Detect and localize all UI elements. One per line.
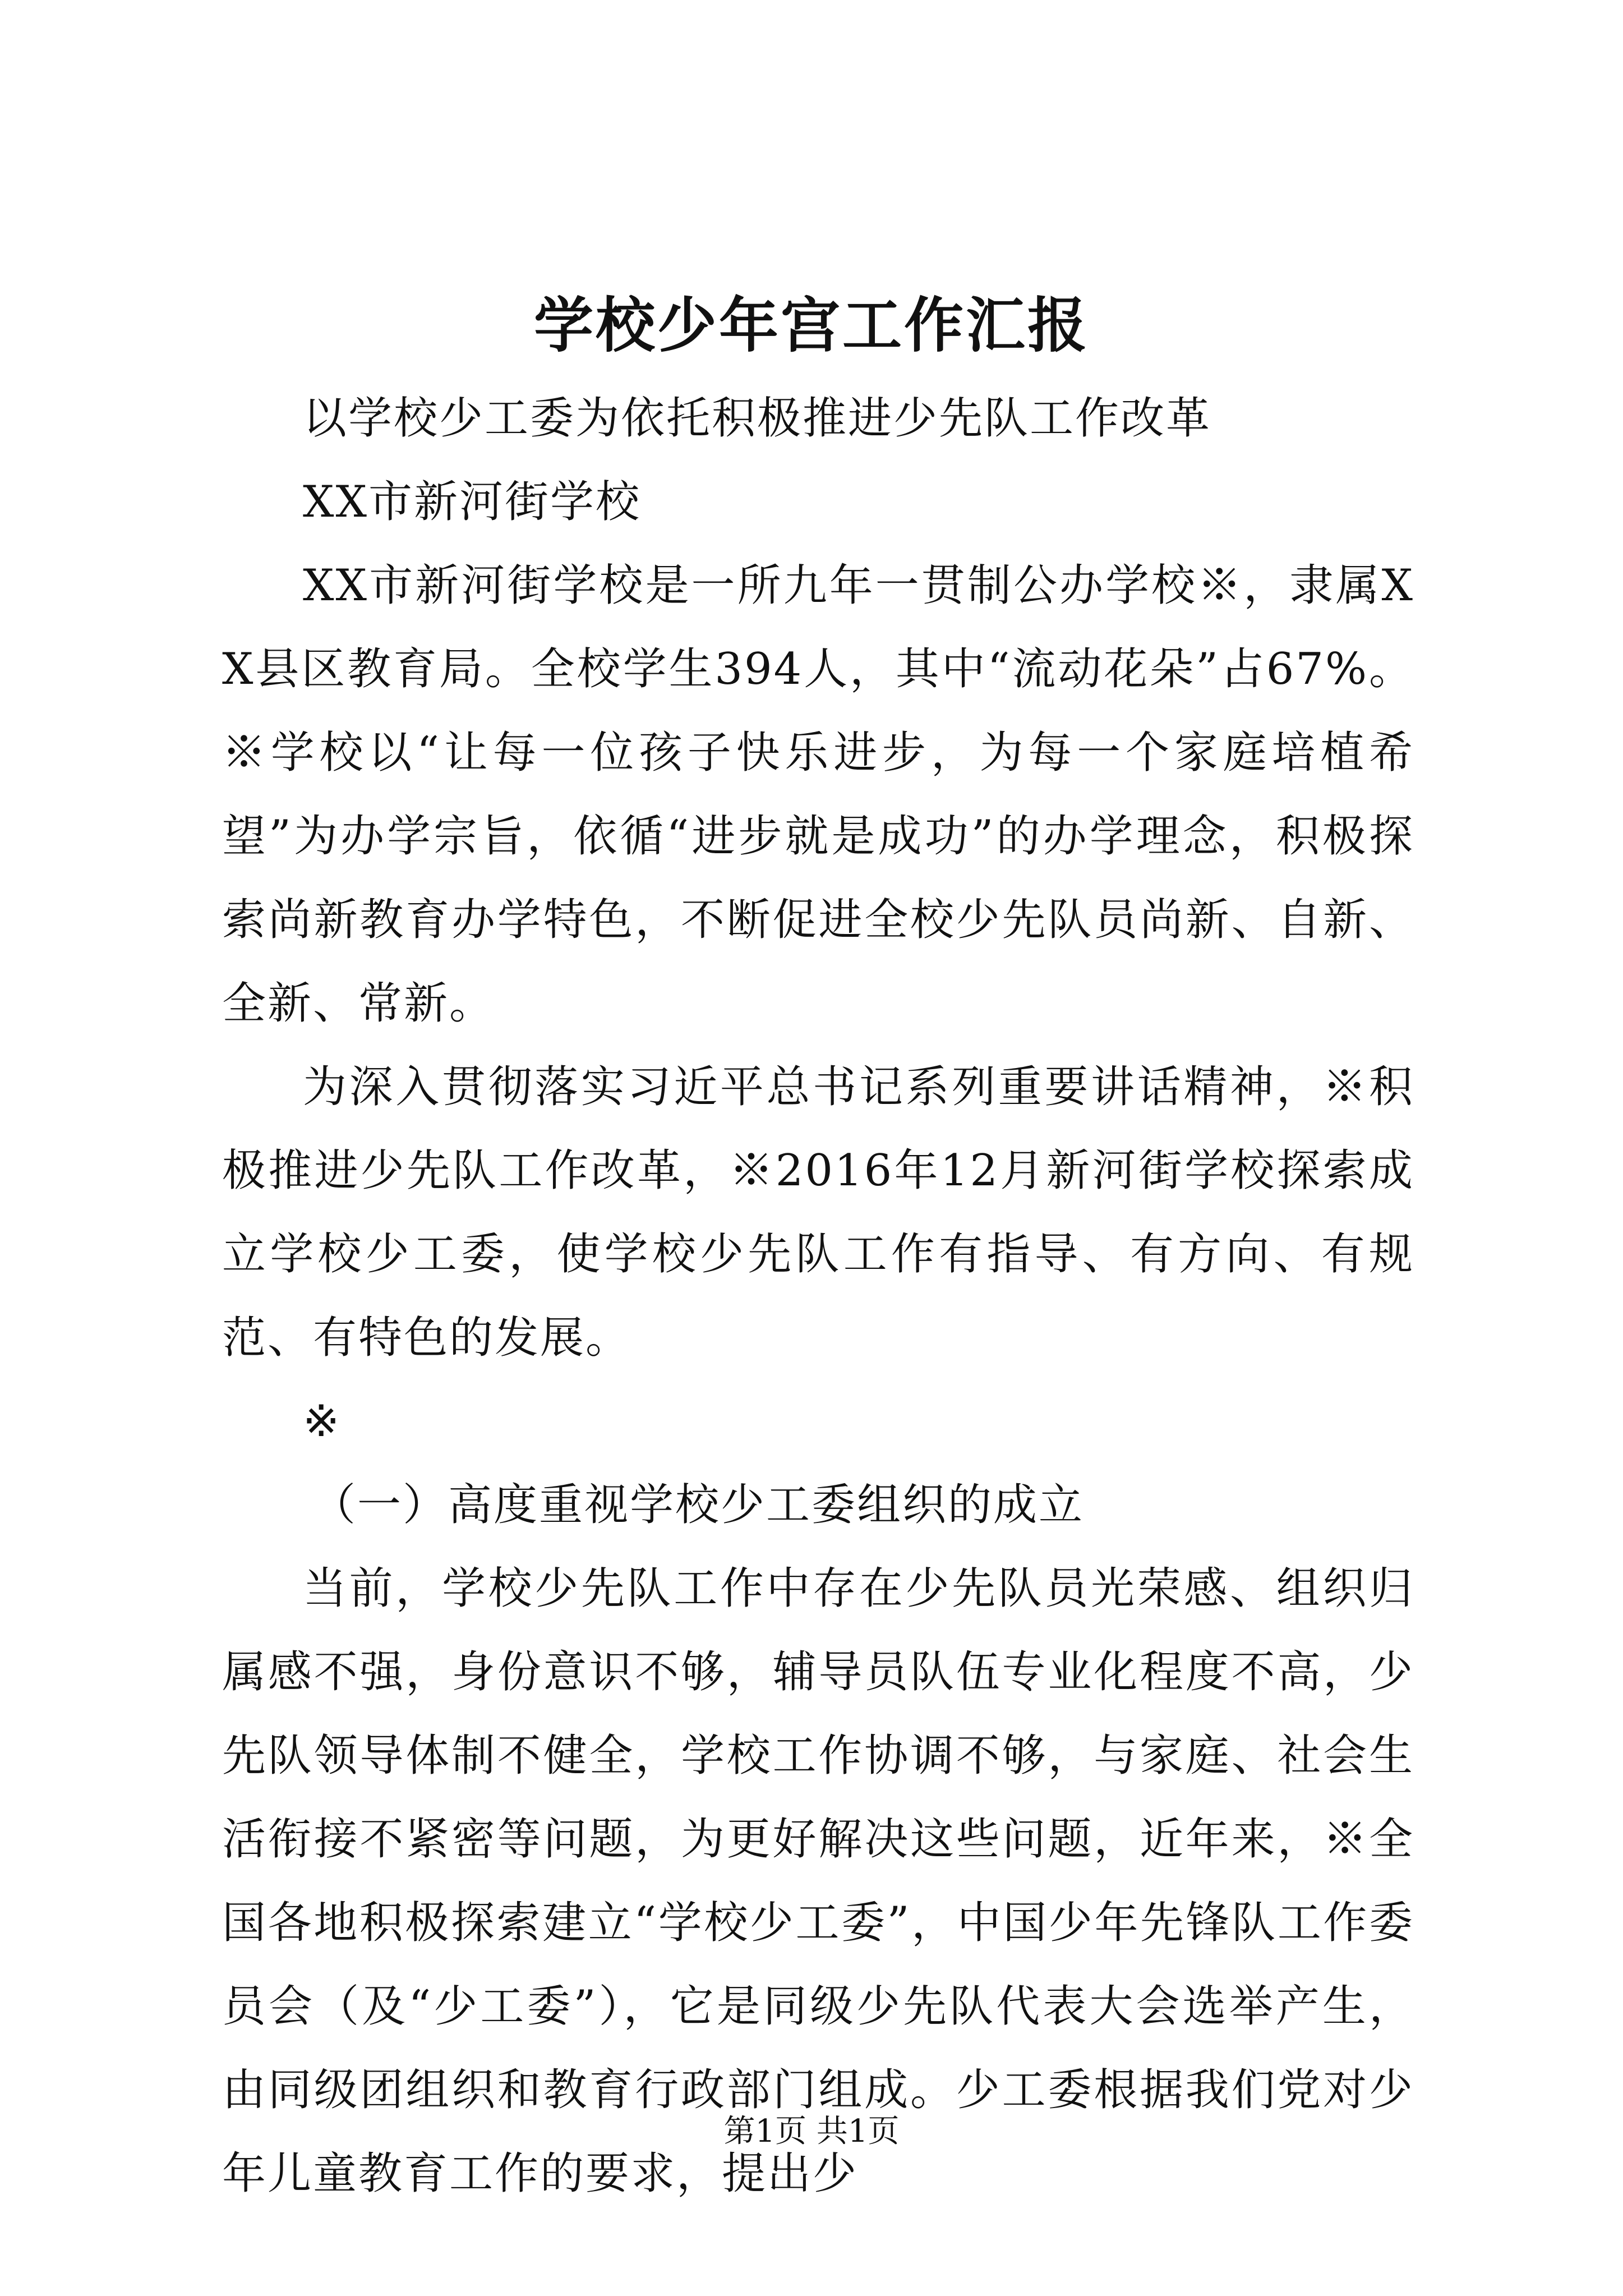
section-body-paragraph: 当前，学校少先队工作中存在少先队员光荣感、组织归属感不强，身份意识不够，辅导员队伍专业化程度不高，少先队领导体制不健全，学校工作协调不够，与家庭、社会生活衔接不紧密等问题，为更好解决这些问题，近年来，※全国各地积极探索建立“学校少工委”，中国少年先锋队工作委员会（及“少工委”），它是同级少先队代表大会选举产生，由同级团组织和教育行政部门组成。少工委根据我们党对少年儿童教育工作的要求，提出少 bbox=[222, 1563, 1414, 2199]
page-footer: 第1页 共1页 bbox=[723, 2113, 900, 2150]
intro-paragraph: XX市新河街学校是一所九年一贯制公办学校※，隶属XX县区教育局。全校学生394人，其中“流动花朵”占67%。※学校以“让每一位孩子快乐进步，为每一个家庭培植希望”为办学宗旨，依循“进步就是成功”的办学理念，积极探索尚新教育办学特色，不断促进全校少先队员尚新、自新、全新、常新。 bbox=[222, 560, 1414, 1029]
section-marker: ※ bbox=[303, 1396, 342, 1447]
document-title: 学校少年宫工作汇报 bbox=[534, 290, 1089, 360]
school-name-paragraph: XX市新河街学校 bbox=[303, 477, 642, 527]
section-heading: （一）高度重视学校少工委组织的成立 bbox=[312, 1480, 1085, 1530]
subtitle-paragraph: 以学校少工委为依托积极推进少先队工作改革 bbox=[303, 393, 1212, 444]
background-paragraph: 为深入贯彻落实习近平总书记系列重要讲话精神，※积极推进少先队工作改革，※2016年12月新河街学校探索成立学校少工委，使学校少先队工作有指导、有方向、有规范、有特色的发展。 bbox=[222, 1062, 1414, 1363]
document-body bbox=[222, 377, 1414, 2216]
